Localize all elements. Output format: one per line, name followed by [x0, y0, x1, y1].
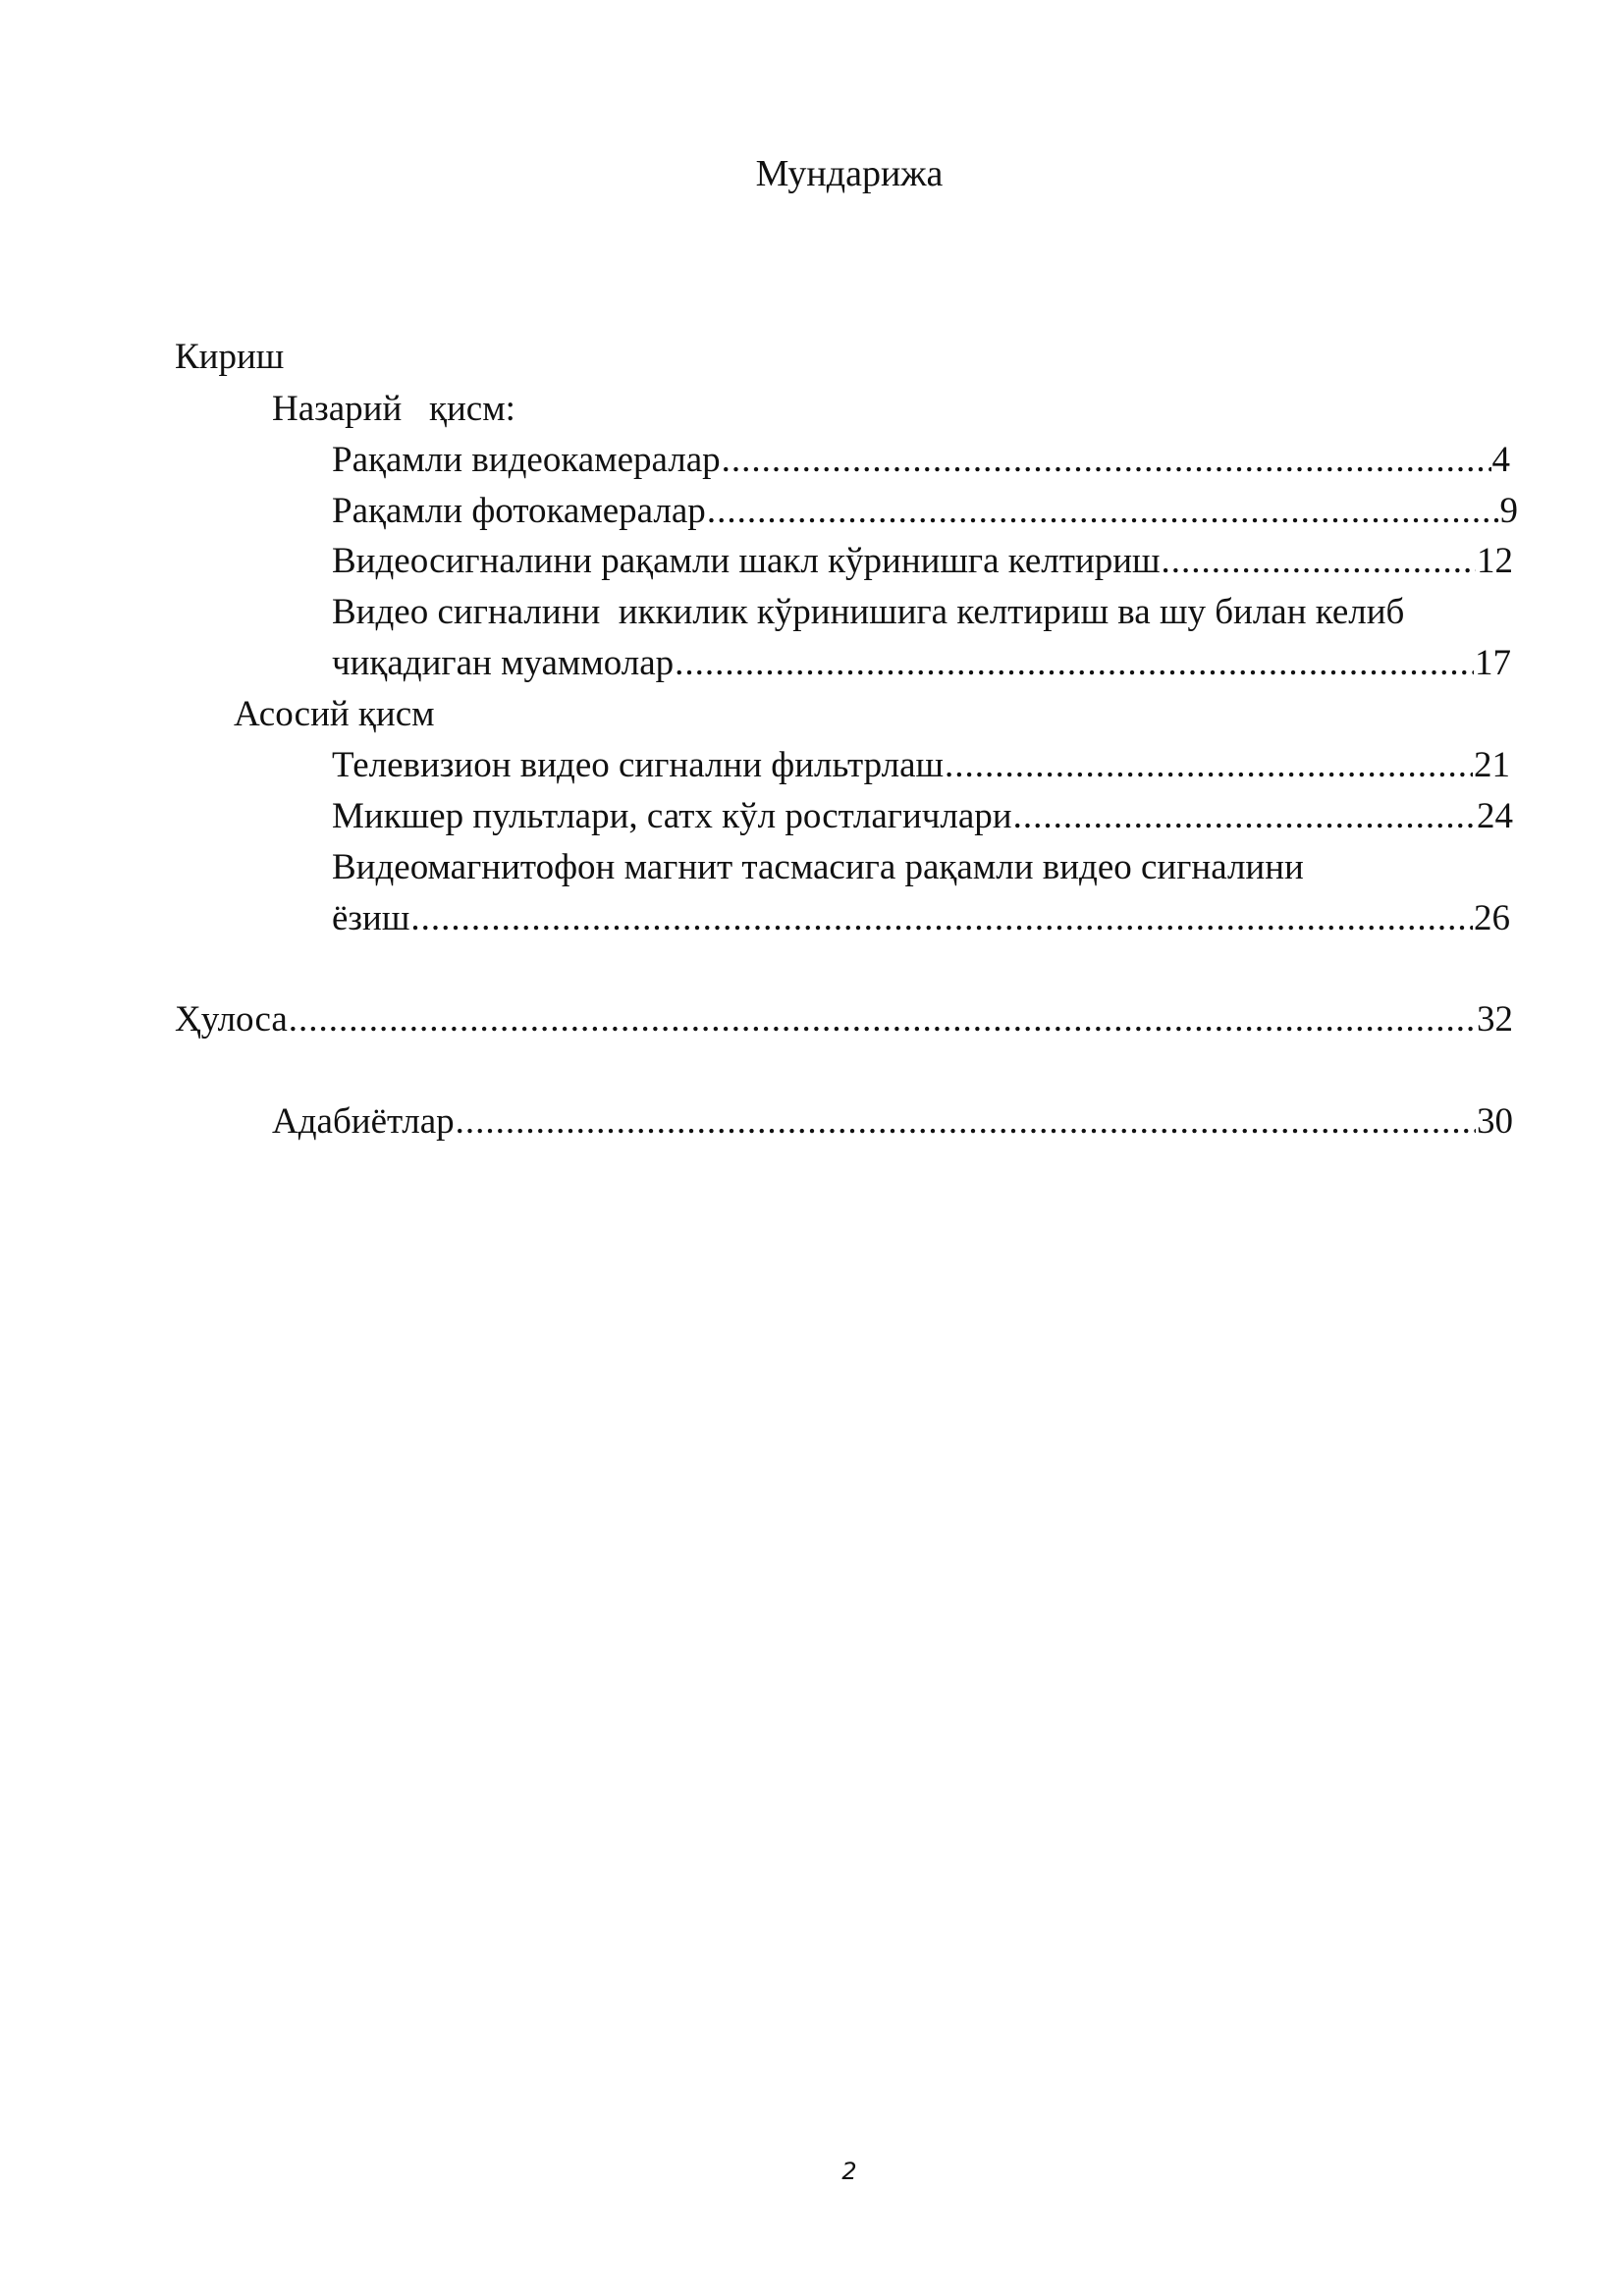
toc-entry-page: 4	[1491, 440, 1510, 480]
page-title: Мундарижа	[755, 153, 944, 194]
toc-entry-page: 17	[1475, 643, 1511, 683]
toc-entry	[332, 442, 1510, 478]
toc-entry-label: Рақамли видеокамералар	[332, 440, 721, 480]
toc-entry-label: чиқадиган муаммолар	[332, 643, 675, 683]
toc-entry	[332, 747, 1510, 783]
toc-entry-page: 24	[1477, 796, 1513, 836]
toc-leader-dots	[1161, 543, 1476, 579]
toc-intro: Кириш	[175, 337, 285, 377]
toc-leader-dots	[456, 1103, 1476, 1140]
toc-entry	[332, 493, 1518, 529]
toc-leader-dots	[1013, 798, 1476, 834]
toc-leader-dots	[675, 645, 1474, 681]
toc-leader-dots	[722, 442, 1491, 478]
toc-leader-dots	[289, 1001, 1476, 1038]
toc-entry-label: Ҳулоса	[175, 999, 288, 1040]
toc-entry	[332, 543, 1513, 579]
toc-entry-page: 12	[1477, 541, 1513, 581]
toc-entry-label: Рақамли фотокамералар	[332, 491, 706, 531]
toc-entry-page: 21	[1474, 745, 1510, 785]
toc-entry-references	[272, 1103, 1513, 1140]
toc-entry	[332, 645, 1511, 681]
toc-entry-label: Микшер пультлари, сатх кўл ростлагичлари	[332, 796, 1012, 836]
toc-entry-conclusion	[175, 1001, 1513, 1038]
toc-main-heading: Асосий қисм	[234, 694, 435, 734]
toc-entry-label-line: Видеомагнитофон магнит тасмасига рақамли видео сигналини	[332, 847, 1304, 887]
toc-entry-page: 32	[1477, 999, 1513, 1040]
toc-leader-dots	[945, 747, 1473, 783]
page-number: 2	[841, 2158, 857, 2185]
toc-entry	[332, 798, 1513, 834]
toc-entry-page: 30	[1477, 1101, 1513, 1142]
toc-entry-label-line: Видео сигналини иккилик кўринишига келтириш ва шу билан келиб	[332, 592, 1405, 632]
toc-entry-page: 9	[1499, 491, 1518, 531]
toc-leader-dots	[410, 900, 1473, 936]
toc-leader-dots	[707, 493, 1499, 529]
toc-entry-label: Видеосигналини рақамли шакл кўринишга келтириш	[332, 541, 1161, 581]
toc-entry	[332, 900, 1510, 936]
toc-theory-heading: Назарий қисм:	[272, 389, 515, 429]
toc-entry-page: 26	[1474, 898, 1510, 938]
toc-entry-label: ёзиш	[332, 898, 410, 938]
toc-entry-label: Телевизион видео сигнални фильтрлаш	[332, 745, 944, 785]
toc-entry-label: Адабиётлар	[272, 1101, 455, 1142]
